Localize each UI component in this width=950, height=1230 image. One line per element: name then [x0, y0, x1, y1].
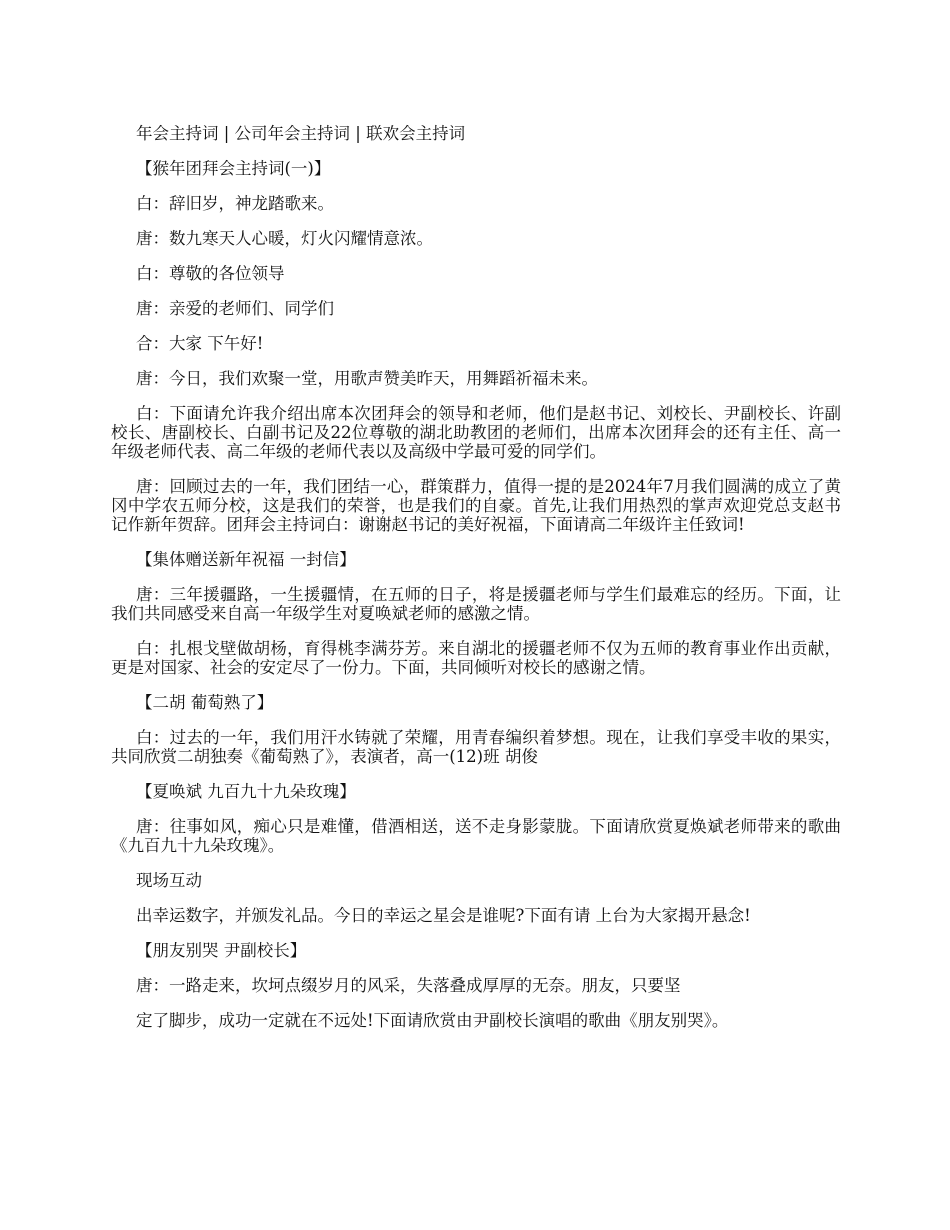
dialogue-paragraph: 唐：回顾过去的一年，我们团结一心，群策群力，值得一提的是2024年7月我们圆满的成立了黄冈中学农五师分校，这是我们的荣誉，也是我们的自豪。首先,让我们用热烈的掌声欢迎党总支赵书记作新年贺辞。团拜会主持词白：谢谢赵书记的美好祝福，下面请高二年级许主任致词!	[111, 477, 841, 534]
dialogue-line: 白：尊敬的各位领导	[136, 264, 285, 283]
section-heading: 【夏唤斌 九百九十九朵玫瑰】	[136, 782, 356, 801]
section-heading: 【猴年团拜会主持词(一)】	[136, 159, 331, 178]
dialogue-line: 唐：一路走来，坎坷点缀岁月的风采，失落叠成厚厚的无奈。朋友，只要坚	[136, 976, 681, 995]
dialogue-line: 唐：数九寒天人心暖，灯火闪耀情意浓。	[136, 229, 433, 248]
document-body	[111, 124, 841, 1046]
section-heading: 【二胡 葡萄熟了】	[136, 693, 274, 712]
dialogue-line: 出幸运数字，并颁发礼品。今日的幸运之星会是谁呢?下面有请 上台为大家揭开悬念!	[136, 906, 751, 925]
dialogue-line: 白：辞旧岁，神龙踏歌来。	[136, 194, 334, 213]
dialogue-paragraph: 唐：三年援疆路，一生援疆情，在五师的日子，将是援疆老师与学生们最难忘的经历。下面，让我们共同感受来自高一年级学生对夏唤斌老师的感激之情。	[111, 585, 841, 623]
dialogue-line: 唐：今日，我们欢聚一堂，用歌声赞美昨天，用舞蹈祈福未来。	[136, 369, 598, 388]
section-heading: 【集体赠送新年祝福 一封信】	[136, 550, 356, 569]
dialogue-line: 定了脚步，成功一定就在不远处!下面请欣赏由尹副校长演唱的歌曲《朋友别哭》。	[136, 1011, 729, 1030]
page-title: 年会主持词 | 公司年会主持词 | 联欢会主持词	[136, 124, 466, 143]
dialogue-paragraph: 白：扎根戈壁做胡杨，育得桃李满芬芳。来自湖北的援疆老师不仅为五师的教育事业作出贡献，更是对国家、社会的安定尽了一份力。下面，共同倾听对校长的感谢之情。	[111, 639, 841, 677]
dialogue-paragraph: 唐：往事如风，痴心只是难懂，借酒相送，送不走身影蒙胧。下面请欣赏夏焕斌老师带来的歌曲《九百九十九朵玫瑰》。	[111, 817, 841, 855]
dialogue-line: 合：大家 下午好!	[136, 334, 264, 353]
dialogue-line: 唐：亲爱的老师们、同学们	[136, 299, 334, 318]
dialogue-line: 现场互动	[136, 871, 202, 890]
dialogue-paragraph: 白：过去的一年，我们用汗水铸就了荣耀，用青春编织着梦想。现在，让我们享受丰收的果实，共同欣赏二胡独奏《葡萄熟了》，表演者，高一(12)班 胡俊	[111, 728, 841, 766]
section-heading: 【朋友别哭 尹副校长】	[136, 941, 307, 960]
dialogue-paragraph: 白：下面请允许我介绍出席本次团拜会的领导和老师，他们是赵书记、刘校长、尹副校长、许副校长、唐副校长、白副书记及22位尊敬的湖北助教团的老师们，出席本次团拜会的还有主任、高一年级老师代表、高二年级的老师代表以及高级中学最可爱的同学们。	[111, 404, 841, 461]
